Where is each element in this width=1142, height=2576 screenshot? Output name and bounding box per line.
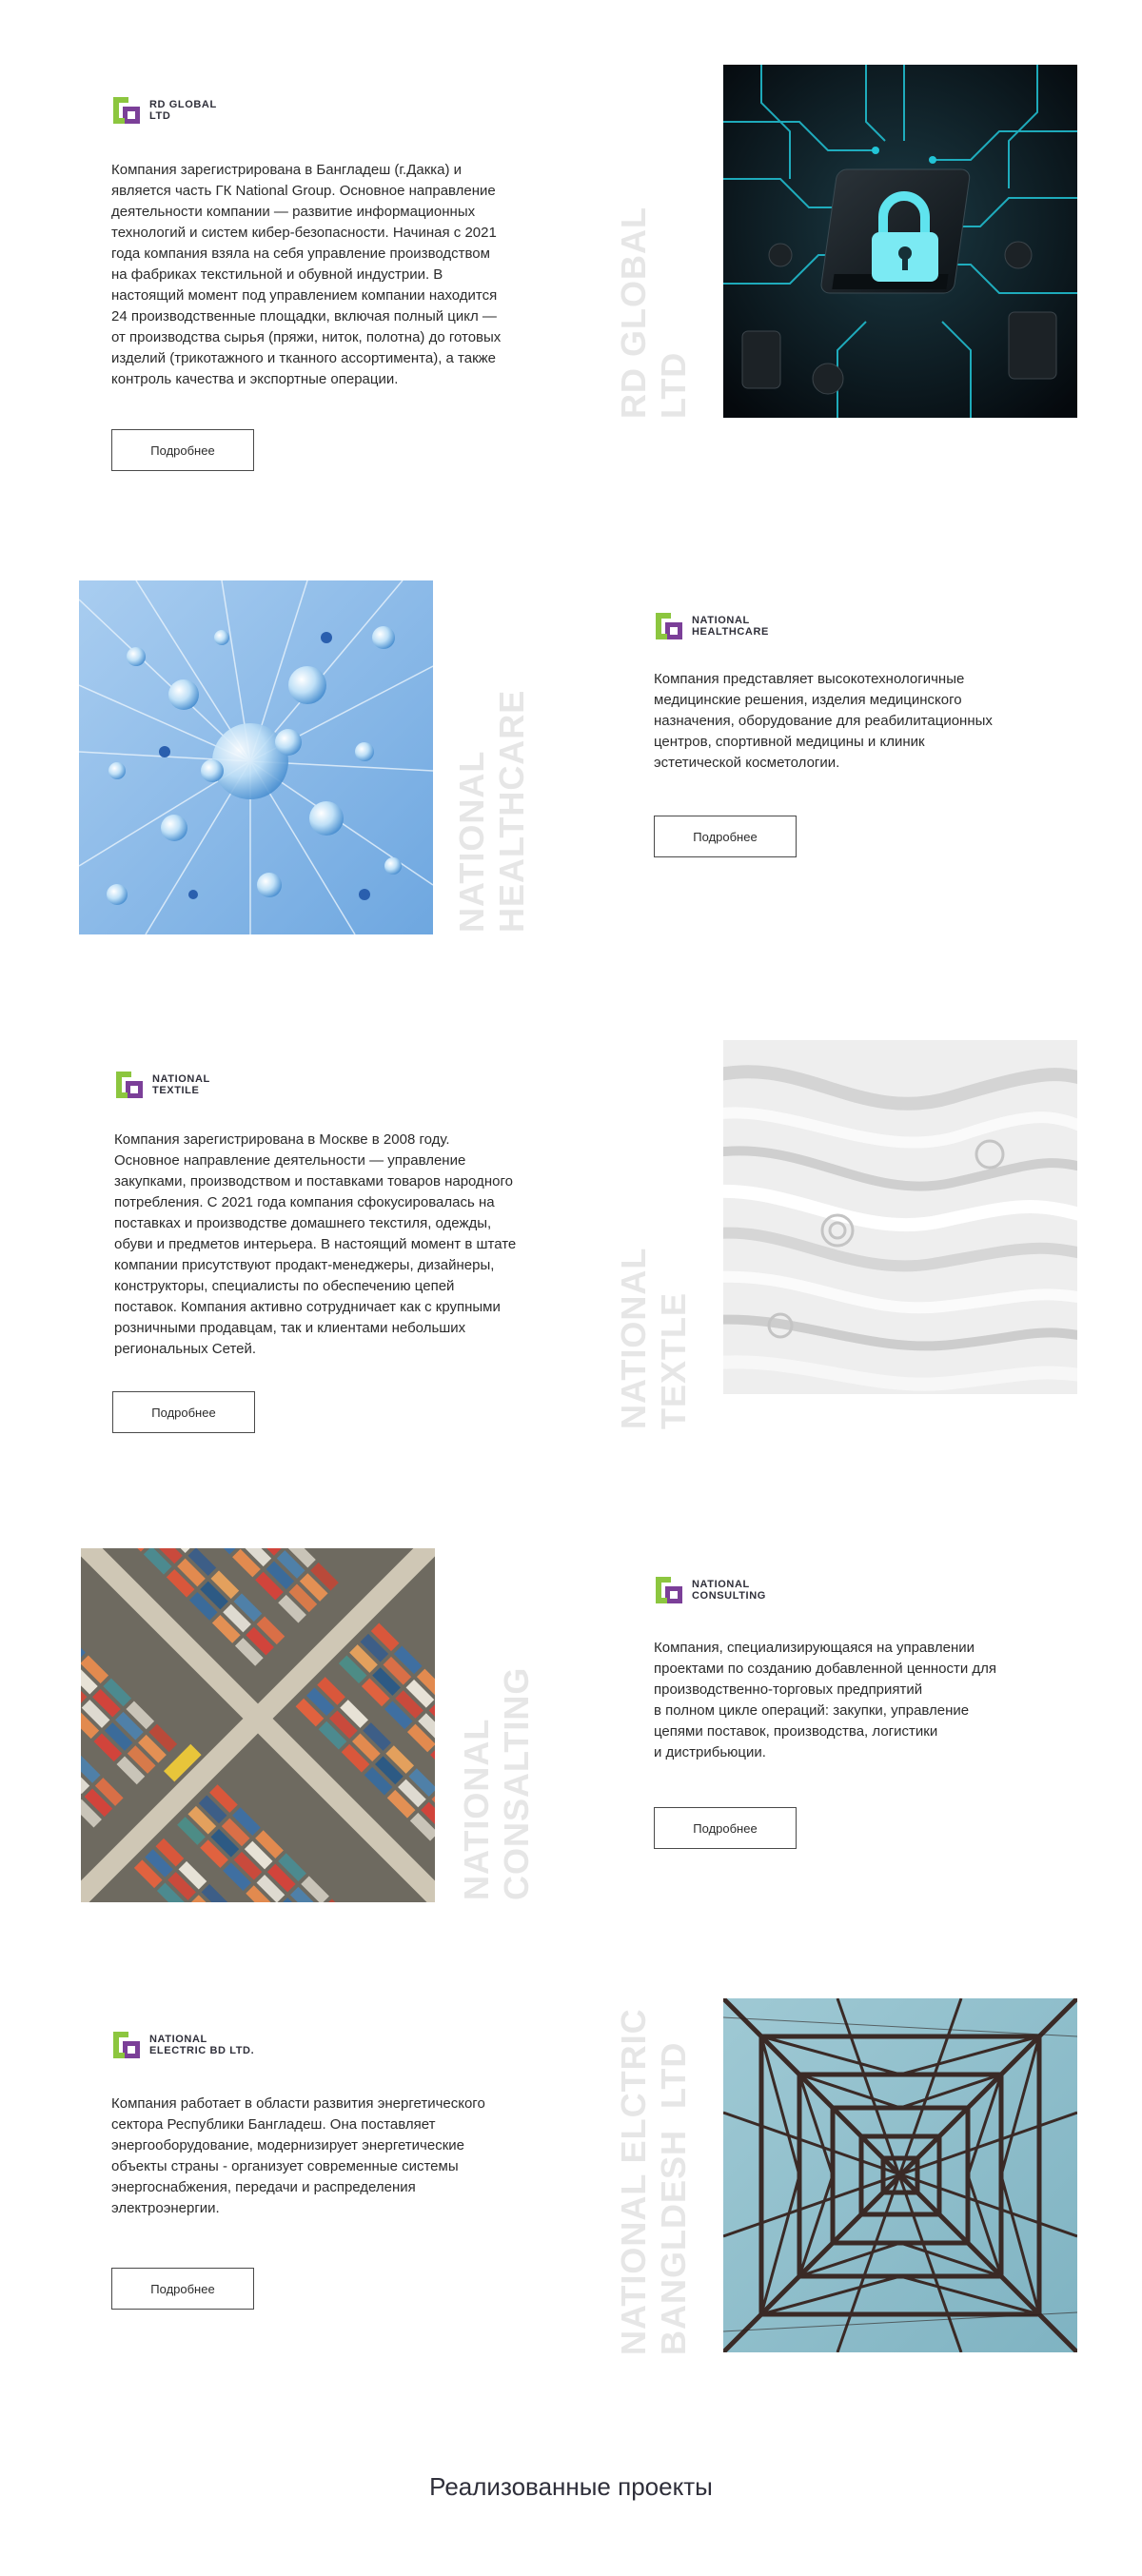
- healthcare-image: [79, 580, 433, 934]
- logo-text: NATIONAL HEALTHCARE: [692, 615, 769, 638]
- company-logo: [654, 611, 769, 641]
- company-description: Компания зарегистрирована в Москве в 2008 году. Основное направление деятельности — управление закупками, производством и поставками товаров народного потребления. С 2021 года компания сфокусировалась на поставках и производстве домашнего текстиля, одежды, обуви и предметов интерьера. В настоящий момент в штате компании присутствуют продакт-менеджеры, дизайнеры, конструкторы, специалисты по обеспечению цепей поставок. Компания активно сотрудничает как с крупными розничными продавцам, так и клиентами небольших региональных Сетей.: [114, 1131, 517, 1357]
- cyber-security-image: [723, 65, 1077, 418]
- section-title-projects: Реализованные проекты: [429, 2472, 713, 2501]
- more-button[interactable]: Подробнее: [654, 816, 797, 857]
- company-section-textile: [0, 990, 1142, 1504]
- company-logo: [111, 95, 217, 126]
- vertical-company-title: NATIONAL ELCTRIC BANGLDESH LTD: [614, 2008, 693, 2355]
- more-button[interactable]: Подробнее: [112, 1391, 255, 1433]
- company-section-healthcare: [0, 533, 1142, 990]
- more-button[interactable]: Подробнее: [111, 2268, 254, 2310]
- company-section-consulting: [0, 1504, 1142, 1998]
- more-button[interactable]: Подробнее: [111, 429, 254, 471]
- national-logo-icon: [111, 95, 142, 126]
- national-logo-icon: [654, 1575, 684, 1605]
- company-logo: [111, 2030, 254, 2060]
- company-logo: [114, 1070, 210, 1100]
- vertical-company-title: RD GLOBAL LTD: [614, 206, 693, 419]
- vertical-company-title: NATIONAL HEALTHCARE: [452, 689, 531, 933]
- company-logo: [654, 1575, 766, 1605]
- logo-text: NATIONAL CONSULTING: [692, 1579, 766, 1602]
- company-section-rd-global: [0, 0, 1142, 533]
- company-description: Компания представляет высокотехнологичные медицинские решения, изделия медицинского назначения, оборудование для реабилитационных центров, спортивной медицины и клиник эстетической косметологии.: [654, 671, 993, 771]
- national-logo-icon: [111, 2030, 142, 2060]
- company-description: Компания зарегистрирована в Бангладеш (г.Дакка) и является часть ГК National Group. Основное направление деятельности компании — развитие информационных технологий и систем кибер-безопасности. Начиная с 2021 года компания взяла на себя управление производством на фабриках текстильной и обувной индустрии. В настоящий момент под управлением компании находится 24 производственные площадки, включая полный цикл — от производства сырья (пряжи, ниток, полотна) до готовых изделий (трикотажного и тканного ассортимента), а также контроль качества и экспортные операции.: [111, 162, 502, 387]
- company-description: Компания, специализирующаяся на управлении проектами по созданию добавленной ценности для производственно-торговых предприятий в полном цикле операций: закупки, управление цепями поставок, производства, логистики и дистрибьюции.: [654, 1640, 997, 1760]
- logo-text: NATIONAL TEXTILE: [152, 1073, 210, 1096]
- national-logo-icon: [654, 611, 684, 641]
- national-logo-icon: [114, 1070, 145, 1100]
- textile-image: [723, 1040, 1077, 1394]
- logo-text: RD GLOBAL LTD: [149, 99, 217, 122]
- power-tower-image: [723, 1998, 1077, 2352]
- consulting-image: [81, 1548, 435, 1902]
- vertical-company-title: NATIONAL TEXTLE: [614, 1247, 693, 1429]
- logo-text: NATIONAL ELECTRIC BD LTD.: [149, 2034, 255, 2056]
- vertical-company-title: NATIONAL CONSALTING: [457, 1666, 536, 1900]
- company-section-electric: [0, 1998, 1142, 2379]
- more-button[interactable]: Подробнее: [654, 1807, 797, 1849]
- company-description: Компания работает в области развития энергетического сектора Республики Бангладеш. Она поставляет энергооборудование, модернизирует энергетические объекты страны - организует современные системы энергоснабжения, передачи и распределения электроэнергии.: [111, 2095, 485, 2216]
